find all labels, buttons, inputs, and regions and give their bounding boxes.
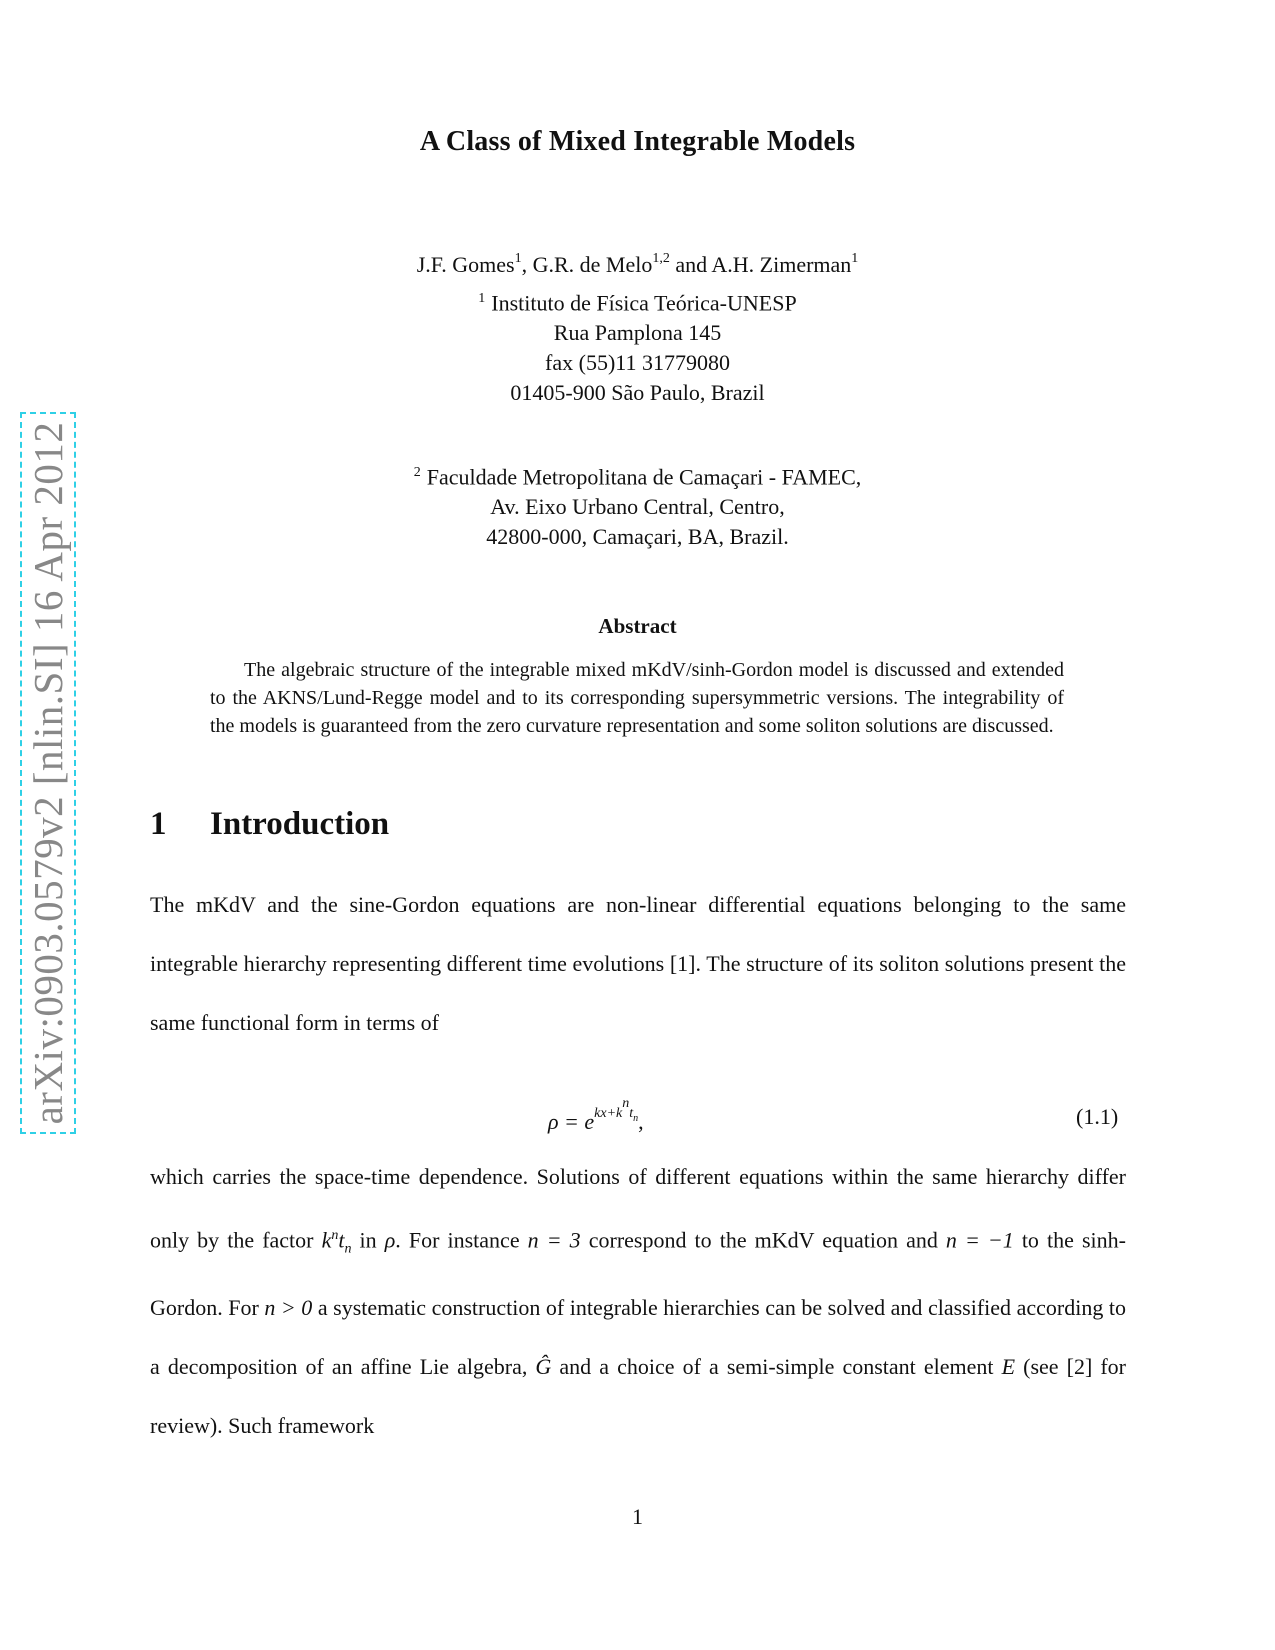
intro-paragraph-1: The mKdV and the sine-Gordon equations are non-linear differential equations belonging to the same integrable hierarchy representing different time evolutions [1]. The structure of its soliton solutions present the same functional form in terms of [150, 892, 1126, 1035]
section-title: Introduction [210, 806, 390, 842]
affiliation-line: Av. Eixo Urbano Central, Centro, [490, 494, 785, 520]
math-n-sup: n [331, 1227, 339, 1243]
affiliation-2 [0, 458, 1275, 552]
exponent-t: t [629, 1105, 634, 1121]
affiliation-institution: Faculdade Metropolitana de Camaçari - FAMEC, [426, 464, 862, 490]
equation-exponent [594, 1096, 639, 1124]
affiliation-line: 42800-000, Camaçari, BA, Brazil. [486, 524, 789, 550]
equation-1-1 [0, 1096, 1275, 1144]
exponent-sup: n [622, 1096, 630, 1111]
math-E: E [1001, 1354, 1016, 1380]
text-run: . For instance [395, 1227, 528, 1253]
intro-paragraph-2 [150, 1148, 1126, 1456]
exponent-sub: n [633, 1112, 639, 1124]
text-run: in [351, 1227, 385, 1253]
exponent-main: kx+k [594, 1105, 623, 1121]
paper-title: A Class of Mixed Integrable Models [419, 126, 856, 157]
affiliation-mark: 1 [478, 291, 486, 306]
text-run: a systematic construction of integrable hierarchies can be solved and classified according to a decomposition of an affine Lie algebra, [150, 1295, 1126, 1380]
math-n-eq-minus-1: n = −1 [945, 1227, 1014, 1253]
equation-number: (1.1) [1076, 1104, 1119, 1129]
author-affiliation-mark: 1 [514, 250, 522, 266]
math-affine-algebra: Ĝ [535, 1354, 552, 1380]
affiliation-line: 01405-900 São Paulo, Brazil [510, 380, 765, 406]
section-heading [150, 806, 389, 843]
math-rho: ρ [384, 1227, 396, 1253]
affiliation-institution: Instituto de Física Teórica-UNESP [491, 290, 797, 316]
equation-formula [548, 1096, 644, 1135]
affiliation-line [0, 458, 1275, 492]
text-run: to the sinh-Gordon. For [150, 1227, 1126, 1321]
math-n-gt-0: n > 0 [264, 1295, 313, 1321]
text-run: (see [2] for review). Such framework [150, 1354, 1126, 1438]
author-affiliation-mark: 1 [851, 250, 859, 266]
equation-tail: , [638, 1108, 644, 1134]
page-number: 1 [632, 1504, 643, 1529]
author-name: G.R. de Melo [532, 252, 653, 277]
author-separator: , [521, 252, 533, 277]
author-list [0, 252, 1275, 278]
author-affiliation-mark: 1,2 [652, 250, 670, 266]
affiliation-line: fax (55)11 31779080 [545, 350, 730, 376]
author-separator: and [669, 252, 712, 277]
text-run: which carries the space-time dependence. Solutions of different equations within the same hierarchy differ only by the factor [150, 1164, 1126, 1253]
equation-lhs: ρ = e [548, 1108, 595, 1134]
abstract-heading: Abstract [598, 614, 677, 638]
author-name: A.H. Zimerman [711, 252, 852, 277]
affiliation-line [0, 284, 1275, 318]
abstract-text: The algebraic structure of the integrable mixed mKdV/sinh-Gordon model is discussed and extended to the AKNS/Lund-Regge model and to its corresponding supersymmetric versions. The integrability of the models is guaranteed from the zero curvature representation and some soliton solutions are discussed. [210, 659, 1064, 737]
affiliation-line: Rua Pamplona 145 [553, 320, 722, 346]
math-k: k [321, 1227, 332, 1253]
arxiv-identifier: arXiv:0903.0579v2 [nlin.SI] 16 Apr 2012 [25, 421, 71, 1125]
text-run: correspond to the mKdV equation and [580, 1227, 946, 1253]
section-number: 1 [150, 806, 167, 842]
math-n-sub: n [344, 1241, 352, 1257]
affiliation-1 [0, 284, 1275, 408]
math-t: t [338, 1227, 345, 1253]
math-n-eq-3: n = 3 [527, 1227, 581, 1253]
affiliation-mark: 2 [413, 465, 421, 480]
author-name: J.F. Gomes [416, 252, 515, 277]
text-run: and a choice of a semi-simple constant element [551, 1354, 1002, 1380]
